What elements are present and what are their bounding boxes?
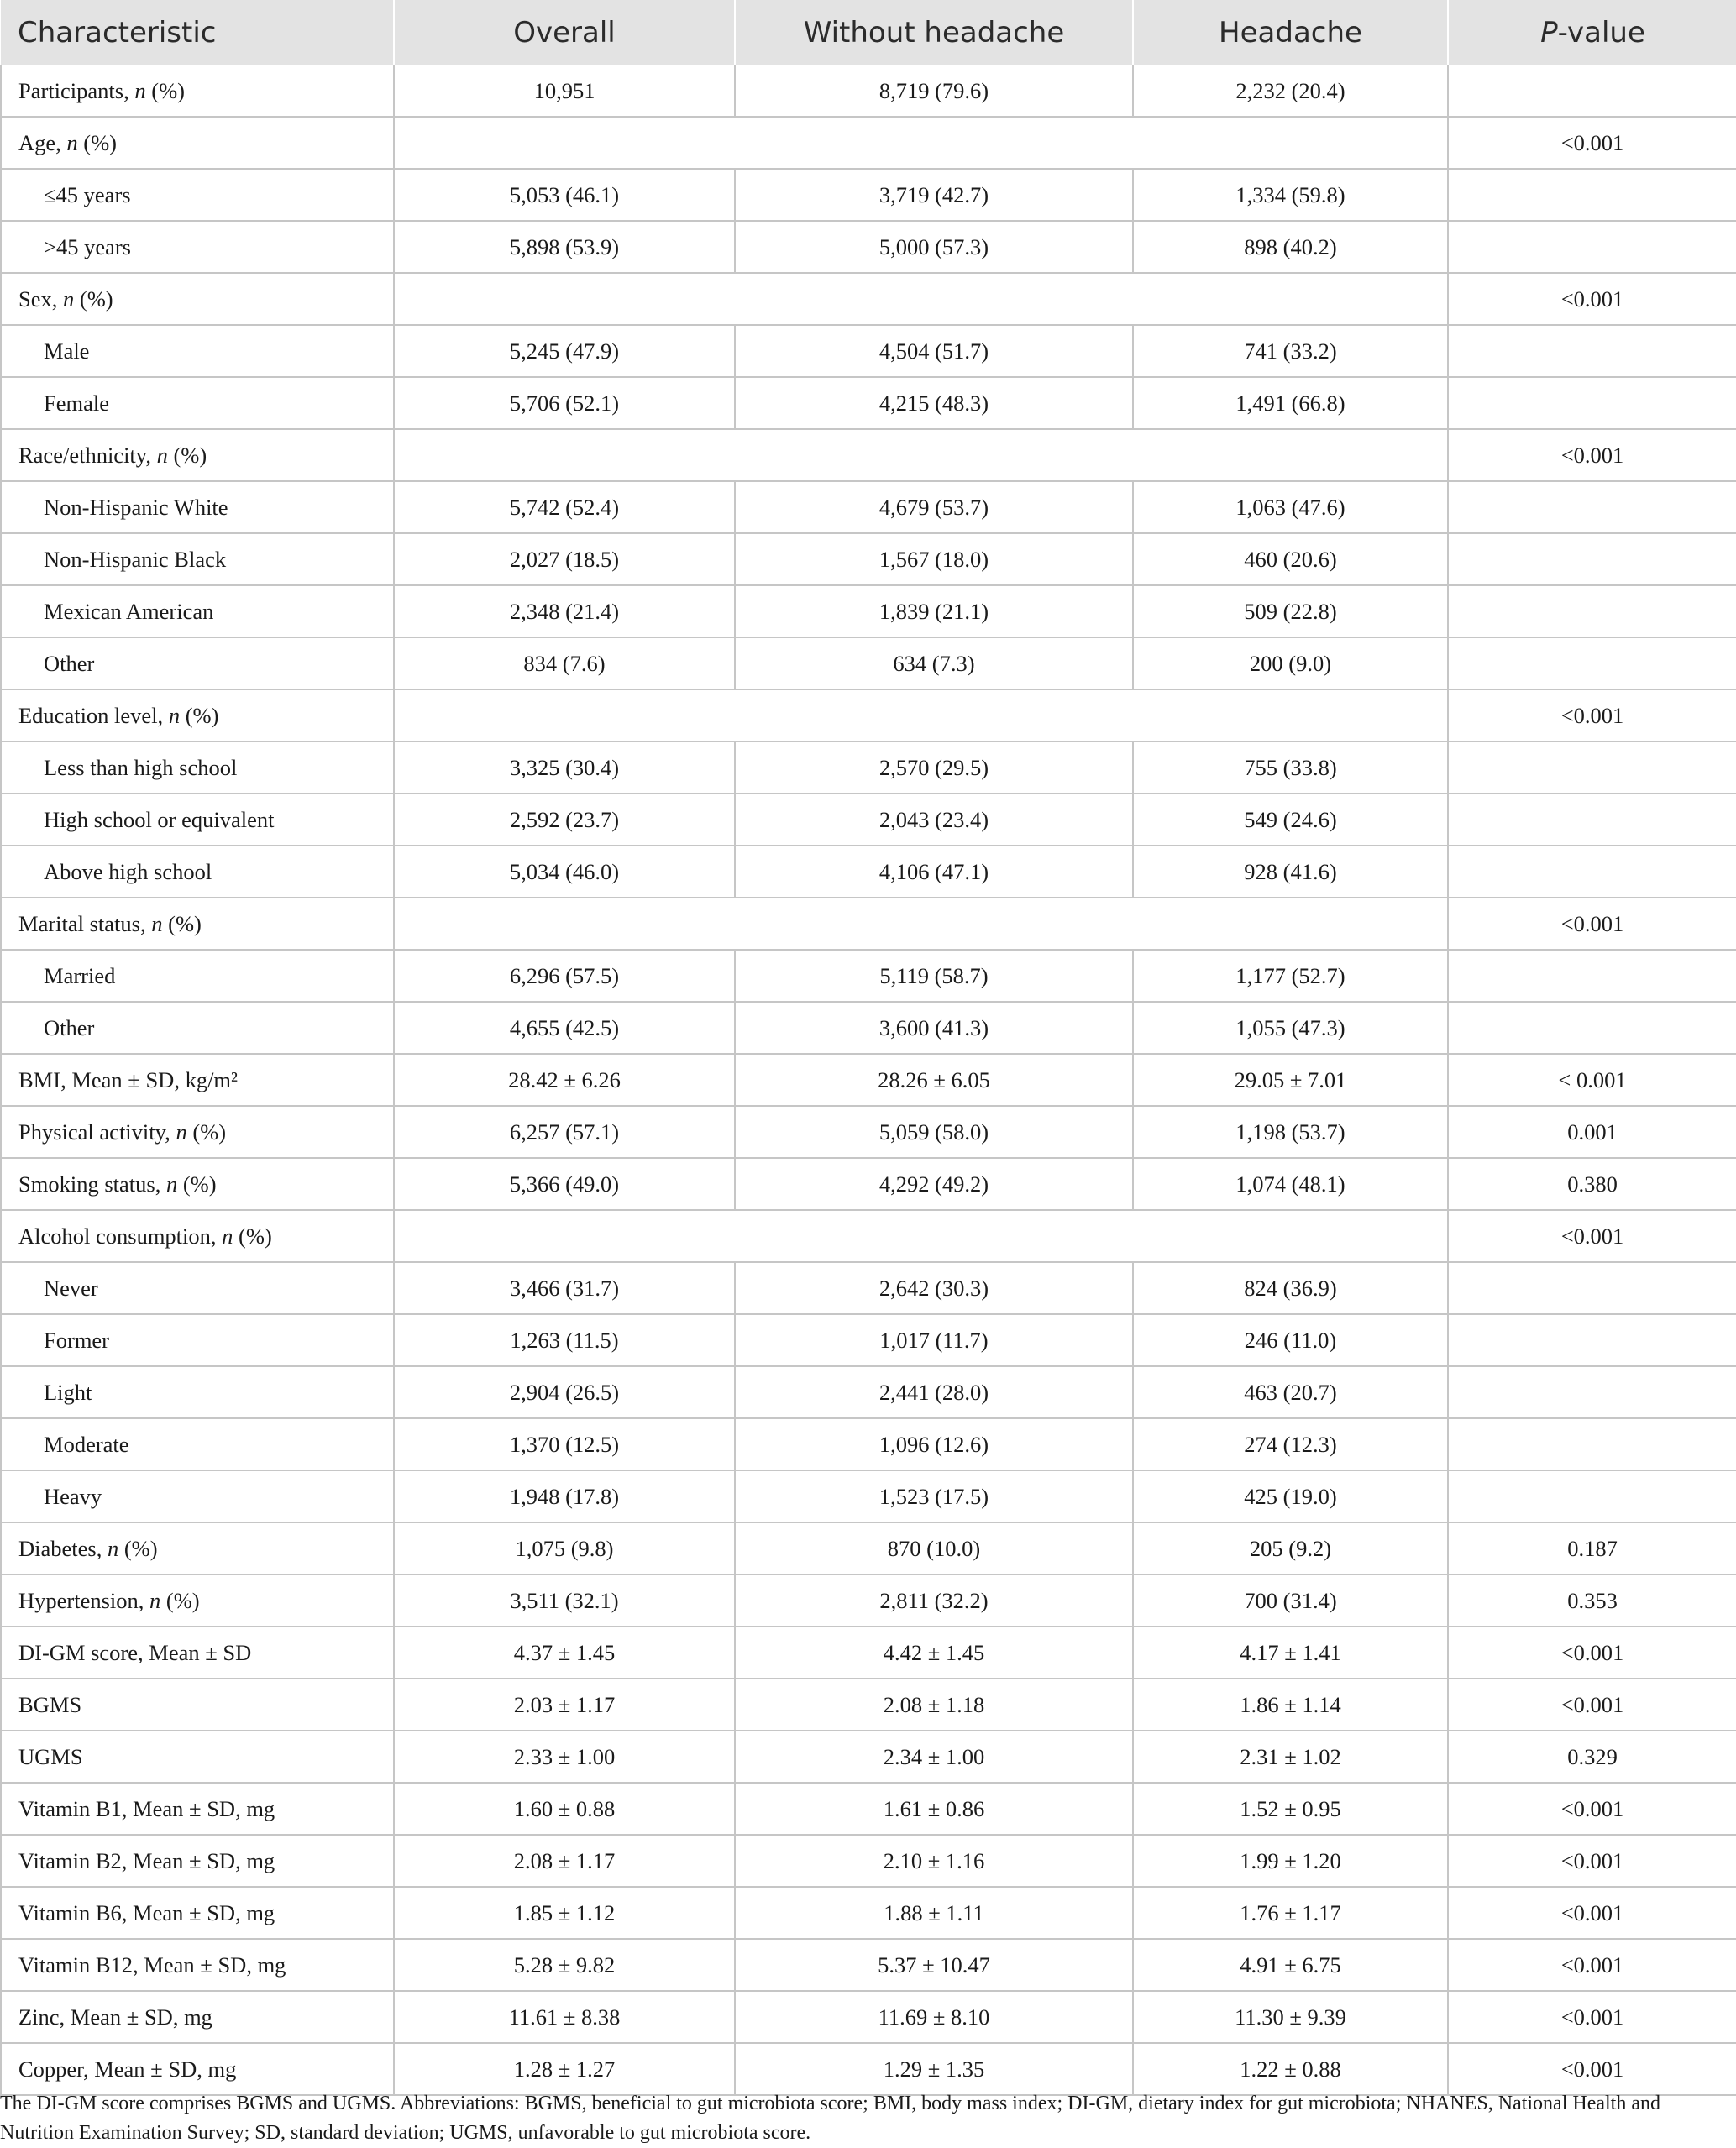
cell-headache: 4.91 ± 6.75 [1133, 1939, 1448, 1991]
table-row [1, 1366, 1736, 1418]
cell-p-value: < 0.001 [1448, 1054, 1736, 1106]
table-row [1, 1939, 1736, 1991]
cell-p-value [1448, 1002, 1736, 1054]
cell-headache: 11.30 ± 9.39 [1133, 1991, 1448, 2043]
row-label: Non-Hispanic Black [1, 533, 394, 585]
cell-p-value: <0.001 [1448, 898, 1736, 950]
cell-p-value: 0.380 [1448, 1158, 1736, 1210]
table-group-row [1, 689, 1736, 741]
cell-headache: 1,055 (47.3) [1133, 1002, 1448, 1054]
row-label: Less than high school [1, 741, 394, 794]
cell-overall: 2.08 ± 1.17 [394, 1835, 735, 1887]
row-label: Smoking status, n (%) [1, 1158, 394, 1210]
cell-headache: 700 (31.4) [1133, 1574, 1448, 1627]
cell-headache: 1,074 (48.1) [1133, 1158, 1448, 1210]
cell-p-value [1448, 950, 1736, 1002]
cell-headache: 509 (22.8) [1133, 585, 1448, 637]
table-row [1, 846, 1736, 898]
row-label: Other [1, 1002, 394, 1054]
row-label: Copper, Mean ± SD, mg [1, 2043, 394, 2095]
table-row [1, 637, 1736, 689]
cell-overall: 11.61 ± 8.38 [394, 1991, 735, 2043]
cell-p-value [1448, 637, 1736, 689]
group-spacer [394, 898, 1448, 950]
cell-overall: 1.85 ± 1.12 [394, 1887, 735, 1939]
cell-headache: 2,232 (20.4) [1133, 65, 1448, 117]
table-row [1, 1418, 1736, 1470]
table-row [1, 221, 1736, 273]
cell-p-value [1448, 481, 1736, 533]
cell-p-value: <0.001 [1448, 689, 1736, 741]
cell-overall: 5,898 (53.9) [394, 221, 735, 273]
cell-overall: 4,655 (42.5) [394, 1002, 735, 1054]
row-label: Male [1, 325, 394, 377]
cell-overall: 1.28 ± 1.27 [394, 2043, 735, 2095]
table-row [1, 1158, 1736, 1210]
cell-without-headache: 2,043 (23.4) [735, 794, 1133, 846]
group-spacer [394, 689, 1448, 741]
group-spacer [394, 429, 1448, 481]
cell-without-headache: 1,567 (18.0) [735, 533, 1133, 585]
cell-without-headache: 1.29 ± 1.35 [735, 2043, 1133, 2095]
cell-without-headache: 4,292 (49.2) [735, 1158, 1133, 1210]
header-headache: Headache [1133, 0, 1448, 65]
table-row [1, 1783, 1736, 1835]
cell-p-value [1448, 1262, 1736, 1314]
cell-p-value [1448, 585, 1736, 637]
cell-p-value [1448, 741, 1736, 794]
header-overall: Overall [394, 0, 735, 65]
table-row [1, 481, 1736, 533]
cell-overall: 6,257 (57.1) [394, 1106, 735, 1158]
table-row [1, 325, 1736, 377]
row-label: Participants, n (%) [1, 65, 394, 117]
cell-without-headache: 2,570 (29.5) [735, 741, 1133, 794]
table-row [1, 1731, 1736, 1783]
cell-p-value: <0.001 [1448, 1887, 1736, 1939]
table-group-row [1, 117, 1736, 169]
row-label: Female [1, 377, 394, 429]
cell-p-value [1448, 533, 1736, 585]
group-spacer [394, 273, 1448, 325]
row-label: Former [1, 1314, 394, 1366]
cell-overall: 1,948 (17.8) [394, 1470, 735, 1522]
cell-headache: 274 (12.3) [1133, 1418, 1448, 1470]
cell-p-value [1448, 1470, 1736, 1522]
group-spacer [394, 117, 1448, 169]
row-label: Mexican American [1, 585, 394, 637]
row-label: UGMS [1, 1731, 394, 1783]
cell-overall: 4.37 ± 1.45 [394, 1627, 735, 1679]
cell-overall: 1.60 ± 0.88 [394, 1783, 735, 1835]
cell-p-value [1448, 65, 1736, 117]
row-label: Race/ethnicity, n (%) [1, 429, 394, 481]
cell-headache: 1,177 (52.7) [1133, 950, 1448, 1002]
row-label: Light [1, 1366, 394, 1418]
group-spacer [394, 1210, 1448, 1262]
cell-without-headache: 4,215 (48.3) [735, 377, 1133, 429]
cell-without-headache: 1.88 ± 1.11 [735, 1887, 1133, 1939]
cell-without-headache: 5,059 (58.0) [735, 1106, 1133, 1158]
header-without-headache: Without headache [735, 0, 1133, 65]
table-row [1, 1054, 1736, 1106]
cell-p-value: <0.001 [1448, 429, 1736, 481]
header-characteristic: Characteristic [1, 0, 394, 65]
cell-headache: 200 (9.0) [1133, 637, 1448, 689]
cell-overall: 5,245 (47.9) [394, 325, 735, 377]
table-row [1, 1679, 1736, 1731]
cell-headache: 928 (41.6) [1133, 846, 1448, 898]
row-label: Above high school [1, 846, 394, 898]
cell-without-headache: 2.10 ± 1.16 [735, 1835, 1133, 1887]
row-label: Moderate [1, 1418, 394, 1470]
cell-headache: 1,198 (53.7) [1133, 1106, 1448, 1158]
table-header-row [1, 0, 1736, 65]
cell-without-headache: 4,679 (53.7) [735, 481, 1133, 533]
cell-p-value: 0.353 [1448, 1574, 1736, 1627]
cell-overall: 1,370 (12.5) [394, 1418, 735, 1470]
row-label: Vitamin B12, Mean ± SD, mg [1, 1939, 394, 1991]
cell-overall: 2,348 (21.4) [394, 585, 735, 637]
row-label: Sex, n (%) [1, 273, 394, 325]
cell-without-headache: 1,017 (11.7) [735, 1314, 1133, 1366]
cell-without-headache: 28.26 ± 6.05 [735, 1054, 1133, 1106]
table-row [1, 1314, 1736, 1366]
header-p-value: P-value [1448, 0, 1736, 65]
cell-without-headache: 2,642 (30.3) [735, 1262, 1133, 1314]
cell-headache: 824 (36.9) [1133, 1262, 1448, 1314]
row-label: Alcohol consumption, n (%) [1, 1210, 394, 1262]
cell-headache: 2.31 ± 1.02 [1133, 1731, 1448, 1783]
table-row [1, 950, 1736, 1002]
row-label: Vitamin B6, Mean ± SD, mg [1, 1887, 394, 1939]
cell-overall: 5,034 (46.0) [394, 846, 735, 898]
cell-p-value [1448, 169, 1736, 221]
table-row [1, 2043, 1736, 2095]
cell-p-value: 0.001 [1448, 1106, 1736, 1158]
cell-without-headache: 3,719 (42.7) [735, 169, 1133, 221]
table-group-row [1, 898, 1736, 950]
cell-overall: 2.03 ± 1.17 [394, 1679, 735, 1731]
cell-headache: 463 (20.7) [1133, 1366, 1448, 1418]
table-row [1, 1106, 1736, 1158]
table-row [1, 533, 1736, 585]
cell-overall: 5,742 (52.4) [394, 481, 735, 533]
table-row [1, 1835, 1736, 1887]
cell-headache: 1.76 ± 1.17 [1133, 1887, 1448, 1939]
cell-headache: 549 (24.6) [1133, 794, 1448, 846]
cell-without-headache: 3,600 (41.3) [735, 1002, 1133, 1054]
table-row [1, 377, 1736, 429]
row-label: BGMS [1, 1679, 394, 1731]
table-row [1, 794, 1736, 846]
cell-headache: 1,491 (66.8) [1133, 377, 1448, 429]
cell-headache: 246 (11.0) [1133, 1314, 1448, 1366]
table-row [1, 585, 1736, 637]
cell-overall: 5,053 (46.1) [394, 169, 735, 221]
table-row [1, 169, 1736, 221]
cell-headache: 1.22 ± 0.88 [1133, 2043, 1448, 2095]
row-label: Age, n (%) [1, 117, 394, 169]
cell-without-headache: 1,096 (12.6) [735, 1418, 1133, 1470]
row-label: Married [1, 950, 394, 1002]
cell-overall: 5.28 ± 9.82 [394, 1939, 735, 1991]
cell-headache: 460 (20.6) [1133, 533, 1448, 585]
cell-without-headache: 5,119 (58.7) [735, 950, 1133, 1002]
cell-p-value [1448, 794, 1736, 846]
table-body [1, 65, 1736, 2095]
table-row [1, 1522, 1736, 1574]
cell-p-value [1448, 1418, 1736, 1470]
row-label: Diabetes, n (%) [1, 1522, 394, 1574]
cell-overall: 2,027 (18.5) [394, 533, 735, 585]
row-label: Non-Hispanic White [1, 481, 394, 533]
cell-headache: 1.86 ± 1.14 [1133, 1679, 1448, 1731]
cell-overall: 6,296 (57.5) [394, 950, 735, 1002]
row-label: Heavy [1, 1470, 394, 1522]
cell-p-value: <0.001 [1448, 1835, 1736, 1887]
cell-without-headache: 634 (7.3) [735, 637, 1133, 689]
cell-overall: 2,904 (26.5) [394, 1366, 735, 1418]
cell-p-value: 0.329 [1448, 1731, 1736, 1783]
table-footnote: The DI-GM score comprises BGMS and UGMS. Abbreviations: BGMS, beneficial to gut microbiota score; BMI, body mass index; DI-GM, dietary index for gut microbiota; NHANES, National Health and Nutrition Examination Survey; SD, standard deviation; UGMS, unfavorable to gut microbiota score. [0, 2093, 1660, 2144]
cell-without-headache: 5.37 ± 10.47 [735, 1939, 1133, 1991]
table-group-row [1, 429, 1736, 481]
row-label: Vitamin B2, Mean ± SD, mg [1, 1835, 394, 1887]
cell-headache: 741 (33.2) [1133, 325, 1448, 377]
cell-overall: 2,592 (23.7) [394, 794, 735, 846]
table-group-row [1, 1210, 1736, 1262]
table-row [1, 1002, 1736, 1054]
cell-p-value [1448, 377, 1736, 429]
cell-headache: 1,334 (59.8) [1133, 169, 1448, 221]
cell-p-value [1448, 221, 1736, 273]
table-group-row [1, 273, 1736, 325]
cell-headache: 4.17 ± 1.41 [1133, 1627, 1448, 1679]
cell-headache: 898 (40.2) [1133, 221, 1448, 273]
row-label: Hypertension, n (%) [1, 1574, 394, 1627]
cell-without-headache: 870 (10.0) [735, 1522, 1133, 1574]
table-row [1, 741, 1736, 794]
row-label: >45 years [1, 221, 394, 273]
table-row [1, 1991, 1736, 2043]
cell-p-value [1448, 325, 1736, 377]
cell-headache: 425 (19.0) [1133, 1470, 1448, 1522]
cell-p-value: <0.001 [1448, 1627, 1736, 1679]
cell-without-headache: 8,719 (79.6) [735, 65, 1133, 117]
cell-overall: 1,263 (11.5) [394, 1314, 735, 1366]
cell-without-headache: 2.08 ± 1.18 [735, 1679, 1133, 1731]
table-row [1, 1627, 1736, 1679]
table-row [1, 1262, 1736, 1314]
table-row [1, 1470, 1736, 1522]
row-label: Physical activity, n (%) [1, 1106, 394, 1158]
table-row [1, 1887, 1736, 1939]
cell-overall: 834 (7.6) [394, 637, 735, 689]
cell-p-value: <0.001 [1448, 1679, 1736, 1731]
cell-headache: 1.52 ± 0.95 [1133, 1783, 1448, 1835]
cell-p-value: <0.001 [1448, 273, 1736, 325]
cell-without-headache: 4,106 (47.1) [735, 846, 1133, 898]
cell-p-value: <0.001 [1448, 1991, 1736, 2043]
cell-headache: 29.05 ± 7.01 [1133, 1054, 1448, 1106]
row-label: Never [1, 1262, 394, 1314]
row-label: Marital status, n (%) [1, 898, 394, 950]
cell-p-value: <0.001 [1448, 1210, 1736, 1262]
cell-p-value: <0.001 [1448, 2043, 1736, 2095]
cell-overall: 28.42 ± 6.26 [394, 1054, 735, 1106]
cell-p-value: 0.187 [1448, 1522, 1736, 1574]
row-label: DI-GM score, Mean ± SD [1, 1627, 394, 1679]
cell-without-headache: 2.34 ± 1.00 [735, 1731, 1133, 1783]
cell-overall: 5,706 (52.1) [394, 377, 735, 429]
cell-without-headache: 4,504 (51.7) [735, 325, 1133, 377]
row-label: ≤45 years [1, 169, 394, 221]
cell-p-value: <0.001 [1448, 1783, 1736, 1835]
cell-overall: 2.33 ± 1.00 [394, 1731, 735, 1783]
cell-without-headache: 4.42 ± 1.45 [735, 1627, 1133, 1679]
cell-overall: 1,075 (9.8) [394, 1522, 735, 1574]
table-row [1, 65, 1736, 117]
cell-overall: 3,511 (32.1) [394, 1574, 735, 1627]
cell-headache: 205 (9.2) [1133, 1522, 1448, 1574]
cell-p-value: <0.001 [1448, 117, 1736, 169]
cell-headache: 1,063 (47.6) [1133, 481, 1448, 533]
cell-without-headache: 1,839 (21.1) [735, 585, 1133, 637]
table-row [1, 1574, 1736, 1627]
cell-without-headache: 11.69 ± 8.10 [735, 1991, 1133, 2043]
cell-overall: 3,466 (31.7) [394, 1262, 735, 1314]
row-label: Vitamin B1, Mean ± SD, mg [1, 1783, 394, 1835]
cell-headache: 755 (33.8) [1133, 741, 1448, 794]
row-label: Zinc, Mean ± SD, mg [1, 1991, 394, 2043]
cell-p-value [1448, 1366, 1736, 1418]
row-label: Education level, n (%) [1, 689, 394, 741]
cell-overall: 3,325 (30.4) [394, 741, 735, 794]
row-label: BMI, Mean ± SD, kg/m² [1, 1054, 394, 1106]
row-label: Other [1, 637, 394, 689]
cell-overall: 10,951 [394, 65, 735, 117]
cell-without-headache: 1,523 (17.5) [735, 1470, 1133, 1522]
cell-p-value [1448, 1314, 1736, 1366]
row-label: High school or equivalent [1, 794, 394, 846]
cell-without-headache: 2,811 (32.2) [735, 1574, 1133, 1627]
cell-overall: 5,366 (49.0) [394, 1158, 735, 1210]
cell-without-headache: 1.61 ± 0.86 [735, 1783, 1133, 1835]
cell-p-value: <0.001 [1448, 1939, 1736, 1991]
cell-without-headache: 2,441 (28.0) [735, 1366, 1133, 1418]
cell-without-headache: 5,000 (57.3) [735, 221, 1133, 273]
cell-headache: 1.99 ± 1.20 [1133, 1835, 1448, 1887]
cell-p-value [1448, 846, 1736, 898]
